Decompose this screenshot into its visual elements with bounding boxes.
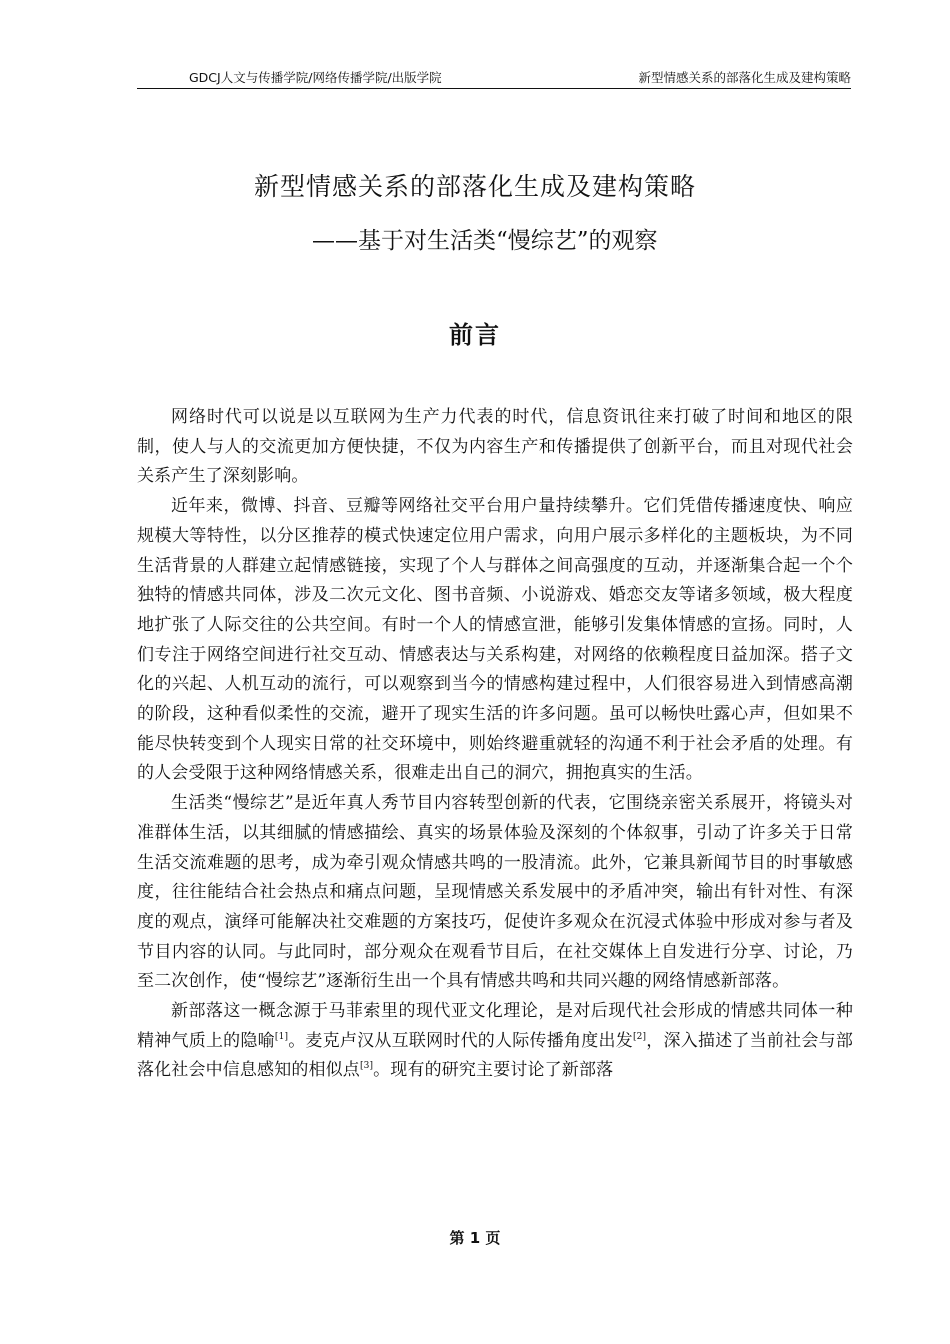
paragraph-4 — [137, 997, 853, 1086]
header-institution: GDCJ人文与传播学院/网络传播学院/出版学院 — [189, 70, 442, 85]
citation-ref: [2] — [632, 1031, 647, 1042]
paragraph-3: 生活类“慢综艺”是近年真人秀节目内容转型创新的代表，它围绕亲密关系展开，将镜头对准群体生活，以其细腻的情感描绘、真实的场景体验及深刻的个体叙事，引动了许多关于日常生活交流难题的思考，成为牵引观众情感共鸣的一股清流。此外，它兼具新闻节目的时事敏感度，往往能结合社会热点和痛点问题，呈现情感关系发展中的矛盾冲突，输出有针对性、有深度的观点，演绎可能解决社交难题的方案技巧，促使许多观众在沉浸式体验中形成对参与者及节目内容的认同。与此同时，部分观众在观看节目后，在社交媒体上自发进行分享、讨论，乃至二次创作，使“慢综艺”逐渐衍生出一个具有情感共鸣和共同兴趣的网络情感新部落。 — [137, 793, 853, 992]
page-number: 第 1 页 — [449, 1229, 501, 1247]
paragraph-4-text: 。现有的研究主要讨论了新部落 — [373, 1060, 614, 1081]
document-title: 新型情感关系的部落化生成及建构策略 — [253, 172, 696, 201]
document-subtitle: ——基于对生活类“慢综艺”的观察 — [312, 228, 658, 254]
paragraph-1: 网络时代可以说是以互联网为生产力代表的时代，信息资讯往来打破了时间和地区的限制，使人与人的交流更加方便快捷，不仅为内容生产和传播提供了创新平台，而且对现代社会关系产生了深刻影响。 — [137, 407, 853, 487]
citation-ref: [1] — [274, 1031, 289, 1042]
paragraph-2: 近年来，微博、抖音、豆瓣等网络社交平台用户量持续攀升。它们凭借传播速度快、响应规模大等特性，以分区推荐的模式快速定位用户需求，向用户展示多样化的主题板块，为不同生活背景的人群建立起情感链接，实现了个人与群体之间高强度的互动，并逐渐集合起一个个独特的情感共同体，涉及二次元文化、图书音频、小说游戏、婚恋交友等诸多领域，极大程度地扩张了人际交往的公共空间。有时一个人的情感宣泄，能够引发集体情感的宣扬。同时，人们专注于网络空间进行社交互动、情感表达与关系构建，对网络的依赖程度日益加深。搭子文化的兴起、人机互动的流行，可以观察到当今的情感构建过程中，人们很容易进入到情感高潮的阶段，这种看似柔性的交流，避开了现实生活的许多问题。虽可以畅快吐露心声，但如果不能尽快转变到个人现实日常的社交环境中，则始终避重就轻的沟通不利于社会矛盾的处理。有的人会受限于这种网络情感关系，很难走出自己的洞穴，拥抱真实的生活。 — [137, 496, 853, 784]
body-text — [137, 403, 853, 1086]
header-running-title: 新型情感关系的部落化生成及建构策略 — [638, 70, 851, 85]
citation-ref: [3] — [359, 1061, 374, 1072]
paragraph-4-text: ，深入描述了当前社会与部落化社会中信息感知的相似点 — [137, 1030, 854, 1081]
page-header — [137, 66, 851, 89]
paragraph-4-text: 新部落这一概念源于马菲索里的现代亚文化理论，是对后现代社会形成的情感共同体一种精神气质上的隐喻 — [137, 1001, 853, 1051]
paragraph-4-text: 。麦克卢汉从互联网时代的人际传播角度出发 — [288, 1030, 633, 1051]
section-heading: 前言 — [449, 321, 501, 349]
